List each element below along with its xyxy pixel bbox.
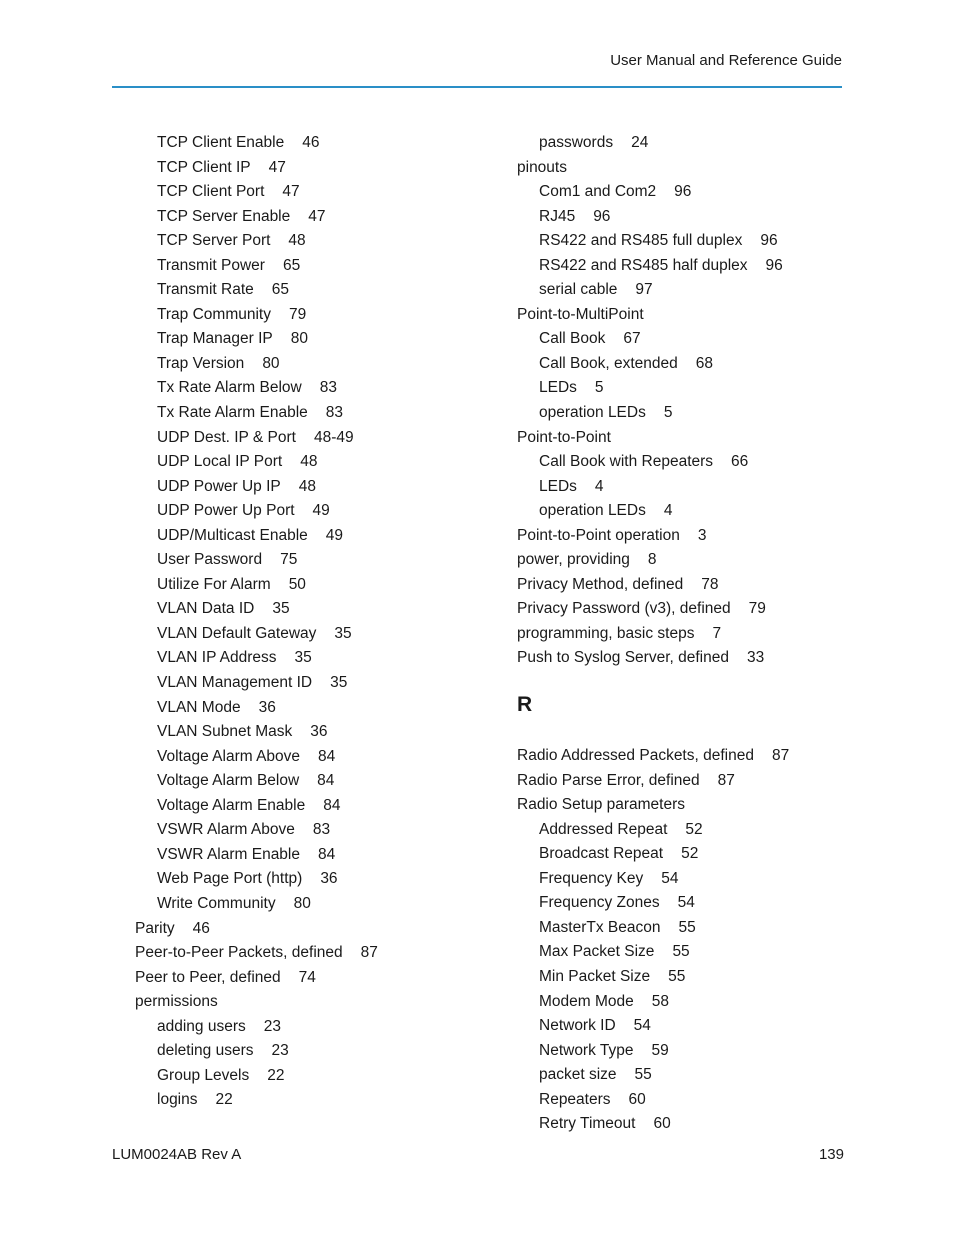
- index-term: Voltage Alarm Above: [157, 747, 301, 765]
- index-subentry: [135, 1015, 515, 1040]
- index-subentry: [517, 205, 897, 230]
- index-term: Min Packet Size: [539, 967, 651, 985]
- index-subentry: [135, 646, 515, 671]
- index-page-ref: 96: [765, 256, 783, 274]
- index-term: UDP Local IP Port: [157, 453, 283, 471]
- index-page-ref: 8: [647, 551, 657, 569]
- index-term: Trap Version: [157, 354, 245, 372]
- index-page-ref: 97: [635, 281, 653, 299]
- index-term: Repeaters: [539, 1090, 611, 1108]
- index-page-ref: 60: [628, 1090, 646, 1108]
- index-page-ref: 46: [302, 134, 320, 151]
- index-entry: [517, 646, 897, 671]
- index-term: Point-to-Point operation: [517, 526, 680, 544]
- index-term: TCP Server Enable: [157, 207, 291, 225]
- index-page-ref: 5: [663, 404, 673, 422]
- index-page-ref: 23: [271, 1042, 289, 1060]
- index-term: Transmit Rate: [157, 281, 254, 299]
- index-term: Point-to-Point: [517, 428, 611, 446]
- index-page-ref: 68: [695, 354, 713, 372]
- index-subentry: [135, 696, 515, 721]
- index-page-ref: 65: [271, 281, 290, 299]
- index-subentry: [135, 1039, 515, 1064]
- index-page-ref: 80: [290, 330, 308, 348]
- index-term: User Password: [157, 551, 263, 569]
- index-term: Voltage Alarm Below: [157, 772, 300, 790]
- index-term: Call Book with Repeaters: [539, 453, 714, 471]
- index-entry: [517, 793, 897, 818]
- index-term: TCP Server Port: [157, 232, 271, 250]
- index-term: deleting users: [157, 1042, 254, 1060]
- index-subentry: [517, 450, 897, 475]
- index-page-ref: 50: [288, 575, 306, 593]
- index-subentry: [517, 1088, 897, 1113]
- index-subentry: [517, 1063, 897, 1088]
- index-term: Max Packet Size: [539, 943, 655, 961]
- index-term: RJ45: [539, 207, 576, 225]
- index-term: Tx Rate Alarm Below: [157, 379, 302, 397]
- index-subentry: [135, 892, 515, 917]
- index-page-ref: 96: [674, 183, 692, 201]
- index-term: Radio Parse Error, defined: [517, 771, 700, 789]
- index-term: adding users: [157, 1017, 246, 1035]
- index-term: VLAN Subnet Mask: [157, 723, 293, 741]
- index-page-ref: 22: [215, 1091, 233, 1109]
- index-term: LEDs: [539, 477, 577, 495]
- index-term: Transmit Power: [157, 256, 265, 274]
- index-term: programming, basic steps: [517, 624, 695, 642]
- index-term: Point-to-MultiPoint: [517, 305, 644, 323]
- index-term: Trap Community: [157, 305, 271, 323]
- index-page-ref: 48: [288, 232, 306, 250]
- index-page-ref: 52: [685, 820, 703, 838]
- index-term: serial cable: [539, 281, 618, 299]
- index-subentry: [517, 254, 897, 279]
- index-page-ref: 4: [663, 502, 673, 520]
- index-column-right: [517, 131, 897, 1137]
- index-term: Call Book: [539, 330, 606, 348]
- index-term: Broadcast Repeat: [539, 845, 664, 863]
- index-term: MasterTx Beacon: [539, 918, 661, 936]
- index-page-ref: 80: [262, 354, 280, 372]
- index-entry: [517, 548, 897, 573]
- index-subentry: [135, 524, 515, 549]
- index-page-ref: 83: [319, 379, 337, 397]
- index-subentry: [517, 891, 897, 916]
- index-subentry: [135, 303, 515, 328]
- index-page-ref: 83: [312, 821, 331, 839]
- index-page-ref: 67: [623, 330, 641, 348]
- index-subentry: [135, 450, 515, 475]
- index-page-ref: 75: [280, 551, 298, 569]
- index-page-ref: 60: [653, 1115, 671, 1133]
- index-term: VSWR Alarm Above: [157, 821, 295, 839]
- index-entry: [517, 597, 897, 622]
- index-page-ref: 83: [325, 404, 344, 422]
- index-page-ref: 47: [282, 183, 300, 201]
- index-subentry: [517, 327, 897, 352]
- index-page-ref: 55: [678, 918, 696, 936]
- index-term: RS422 and RS485 full duplex: [539, 232, 743, 250]
- index-page-ref: 47: [268, 158, 286, 176]
- index-term: VSWR Alarm Enable: [157, 845, 300, 863]
- index-subentry: [517, 180, 897, 205]
- index-term: Radio Setup parameters: [517, 796, 686, 814]
- index-page-ref: 84: [318, 845, 336, 863]
- index-term: Trap Manager IP: [157, 330, 273, 348]
- index-entry: [135, 966, 515, 991]
- index-term: Parity: [135, 919, 175, 937]
- index-page-ref: 78: [701, 575, 719, 593]
- index-subentry: [517, 376, 897, 401]
- index-page-ref: 54: [633, 1017, 651, 1035]
- index-page-ref: 48-49: [313, 428, 354, 446]
- index-page-ref: 52: [681, 845, 699, 863]
- index-section-heading: R: [517, 693, 533, 717]
- index-term: TCP Client Enable: [157, 134, 285, 151]
- index-subentry: [135, 376, 515, 401]
- index-term: operation LEDs: [539, 502, 646, 520]
- index-subentry: [517, 1039, 897, 1064]
- index-subentry: [135, 278, 515, 303]
- index-term: passwords: [539, 134, 614, 151]
- index-page-ref: 4: [594, 477, 604, 495]
- index-subentry: [135, 720, 515, 745]
- index-page-ref: 35: [272, 600, 290, 618]
- index-subentry: [517, 1014, 897, 1039]
- index-term: Network Type: [539, 1041, 634, 1059]
- index-subentry: [135, 794, 515, 819]
- index-term: packet size: [539, 1066, 617, 1084]
- index-term: Peer-to-Peer Packets, defined: [135, 944, 343, 962]
- index-page-ref: 96: [760, 232, 778, 250]
- index-term: LEDs: [539, 379, 577, 397]
- index-term: VLAN Mode: [157, 698, 241, 716]
- index-term: VLAN Data ID: [157, 600, 255, 618]
- index-subentry: [135, 597, 515, 622]
- index-page-ref: 54: [677, 894, 695, 912]
- index-term: operation LEDs: [539, 404, 646, 422]
- index-subentry: [135, 327, 515, 352]
- index-subentry: [135, 254, 515, 279]
- index-page-ref: 58: [651, 992, 670, 1010]
- index-entry: [517, 573, 897, 598]
- index-subentry: [517, 965, 897, 990]
- running-header: User Manual and Reference Guide: [610, 52, 842, 69]
- index-entry: [517, 769, 897, 794]
- index-term: VLAN Default Gateway: [157, 624, 317, 642]
- index-term: UDP Power Up IP: [157, 477, 281, 495]
- index-term: Write Community: [157, 894, 276, 912]
- index-term: Com1 and Com2: [539, 183, 657, 201]
- index-term: UDP/Multicast Enable: [157, 526, 308, 544]
- index-term: Radio Addressed Packets, defined: [517, 747, 754, 765]
- index-subentry: [135, 818, 515, 843]
- index-entry: [135, 941, 515, 966]
- index-page-ref: 23: [263, 1017, 282, 1035]
- index-page-ref: 49: [312, 502, 330, 520]
- index-column-left: [135, 131, 515, 1113]
- index-term: Group Levels: [157, 1066, 250, 1084]
- index-subentry: [517, 229, 897, 254]
- index-subentry: [135, 867, 515, 892]
- index-term: Tx Rate Alarm Enable: [157, 404, 308, 422]
- index-subentry: [517, 842, 897, 867]
- index-page-ref: 3: [697, 526, 707, 544]
- index-subentry: [135, 475, 515, 500]
- index-page-ref: 46: [192, 919, 210, 937]
- index-page-ref: 35: [334, 624, 352, 642]
- index-subentry: [135, 352, 515, 377]
- index-subentry: [517, 867, 897, 892]
- index-page-ref: 47: [308, 207, 326, 225]
- index-subentry: [135, 573, 515, 598]
- index-term: Frequency Zones: [539, 894, 660, 912]
- index-subentry: [517, 499, 897, 524]
- index-entry: [517, 426, 897, 451]
- index-subentry: [135, 1088, 515, 1113]
- index-entry: [135, 990, 515, 1015]
- index-term: power, providing: [517, 551, 630, 569]
- index-page-ref: 5: [594, 379, 604, 397]
- index-subentry: [135, 401, 515, 426]
- index-page-ref: 35: [330, 674, 348, 692]
- index-subentry: [135, 131, 515, 156]
- header-rule: [112, 86, 842, 88]
- index-entry: [517, 303, 897, 328]
- index-subentry: [517, 818, 897, 843]
- index-page-ref: 49: [325, 526, 344, 544]
- index-page-ref: 66: [731, 453, 749, 471]
- index-term: Modem Mode: [539, 992, 634, 1010]
- index-term: UDP Power Up Port: [157, 502, 295, 520]
- index-subentry: [135, 843, 515, 868]
- index-entry: [135, 917, 515, 942]
- index-page-ref: 36: [310, 723, 328, 741]
- index-page-ref: 87: [771, 747, 790, 765]
- index-page-ref: 87: [360, 944, 378, 962]
- index-page-ref: 55: [634, 1066, 652, 1084]
- index-term: TCP Client Port: [157, 183, 265, 201]
- index-subentry: [135, 671, 515, 696]
- index-subentry: [517, 278, 897, 303]
- index-term: pinouts: [517, 158, 567, 176]
- section-spacer: [517, 734, 897, 744]
- index-subentry: [517, 1112, 897, 1137]
- index-page-ref: 48: [300, 453, 318, 471]
- index-page-ref: 36: [258, 698, 276, 716]
- index-page-ref: 55: [672, 943, 690, 961]
- index-subentry: [135, 229, 515, 254]
- index-entry: [517, 744, 897, 769]
- index-page-ref: 74: [298, 968, 316, 986]
- index-subentry: [517, 131, 897, 156]
- index-page-ref: 24: [631, 134, 649, 151]
- index-page-ref: 36: [320, 870, 338, 888]
- index-subentry: [135, 745, 515, 770]
- index-term: Privacy Method, defined: [517, 575, 684, 593]
- page-number: 139: [818, 1146, 844, 1163]
- index-term: Push to Syslog Server, defined: [517, 649, 729, 667]
- index-page-ref: 35: [294, 649, 312, 667]
- document-id: LUM0024AB Rev A: [112, 1146, 242, 1163]
- index-page-ref: 96: [593, 207, 611, 225]
- index-page-ref: 7: [712, 624, 722, 642]
- index-page-ref: 84: [318, 747, 336, 765]
- index-subentry: [135, 769, 515, 794]
- index-subentry: [135, 426, 515, 451]
- index-term: logins: [157, 1091, 198, 1109]
- index-term: Voltage Alarm Enable: [157, 796, 306, 814]
- index-entry: [517, 524, 897, 549]
- index-page-ref: 80: [293, 894, 311, 912]
- index-term: Web Page Port (http): [157, 870, 303, 888]
- index-subentry: [517, 352, 897, 377]
- index-page-ref: 84: [317, 772, 335, 790]
- index-subentry: [135, 548, 515, 573]
- index-page-ref: 33: [746, 649, 765, 667]
- index-page-ref: 87: [717, 771, 735, 789]
- index-page-ref: 79: [748, 600, 766, 618]
- index-subentry: [135, 622, 515, 647]
- index-subentry: [517, 940, 897, 965]
- index-term: RS422 and RS485 half duplex: [539, 256, 748, 274]
- index-entry: [517, 622, 897, 647]
- index-page-ref: 48: [298, 477, 317, 495]
- index-term: UDP Dest. IP & Port: [157, 428, 296, 446]
- index-subentry: [135, 1064, 515, 1089]
- index-term: TCP Client IP: [157, 158, 251, 176]
- index-subentry: [517, 475, 897, 500]
- index-term: Network ID: [539, 1017, 616, 1035]
- index-term: Utilize For Alarm: [157, 575, 271, 593]
- index-term: Peer to Peer, defined: [135, 968, 281, 986]
- index-subentry: [517, 401, 897, 426]
- index-subentry: [135, 205, 515, 230]
- index-page-ref: 54: [661, 869, 679, 887]
- index-subentry: [135, 499, 515, 524]
- index-term: Frequency Key: [539, 869, 644, 887]
- index-term: Call Book, extended: [539, 354, 678, 372]
- index-subentry: [135, 180, 515, 205]
- index-term: Privacy Password (v3), defined: [517, 600, 731, 618]
- index-term: Addressed Repeat: [539, 820, 668, 838]
- index-page-ref: 65: [282, 256, 301, 274]
- index-page-ref: 79: [288, 305, 307, 323]
- index-term: VLAN IP Address: [157, 649, 277, 667]
- index-subentry: [517, 990, 897, 1015]
- index-entry: [517, 156, 897, 181]
- index-page-ref: 22: [267, 1066, 285, 1084]
- index-page-ref: 84: [323, 796, 341, 814]
- index-term: VLAN Management ID: [157, 674, 313, 692]
- index-subentry: [135, 156, 515, 181]
- index-term: permissions: [135, 993, 218, 1011]
- index-subentry: [517, 916, 897, 941]
- index-page-ref: 59: [651, 1041, 669, 1059]
- index-page-ref: 55: [668, 967, 686, 985]
- index-term: Retry Timeout: [539, 1115, 636, 1133]
